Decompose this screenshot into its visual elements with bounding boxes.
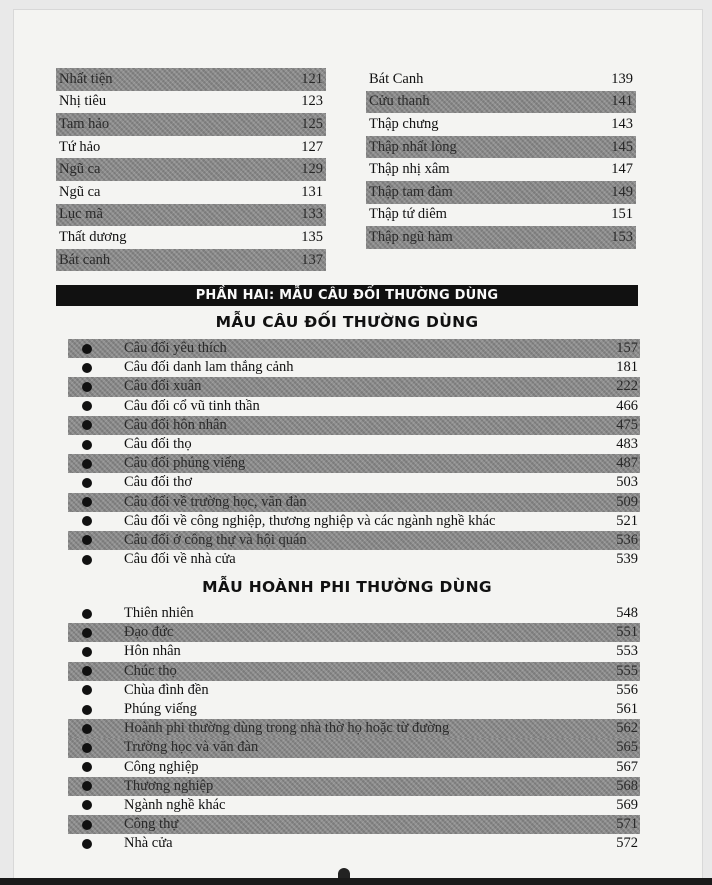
- list-item-page: 556: [616, 681, 638, 698]
- index-entry: [366, 113, 636, 136]
- index-entry: [56, 68, 326, 91]
- list-item: [68, 435, 640, 454]
- index-entry-page: 129: [301, 161, 323, 178]
- list-item-label: Ngành nghề khác: [124, 796, 226, 813]
- index-entry-label: Tứ hảo: [59, 138, 101, 155]
- page-bottom-edge: [0, 878, 712, 885]
- index-entry-page: 141: [611, 93, 633, 110]
- index-entry-page: 145: [611, 138, 633, 155]
- list-item-label: Câu đối ở công thự và hội quán: [124, 531, 307, 548]
- page-number-mark: [338, 868, 350, 878]
- bullet-icon: [82, 762, 92, 772]
- list-item-page: 466: [616, 397, 638, 414]
- index-entry-page: 125: [301, 115, 323, 132]
- list-item-label: Trường học và văn đàn: [124, 739, 259, 756]
- list-item: [68, 416, 640, 435]
- index-entry-page: 135: [301, 228, 323, 245]
- list-item-page: 539: [616, 551, 638, 568]
- list-item-page: 222: [616, 378, 638, 395]
- list-item-page: 571: [616, 816, 638, 833]
- list-item-label: Câu đối về nhà cửa: [124, 551, 236, 568]
- list-item: [68, 358, 640, 377]
- list-item-label: Thương nghiệp: [124, 777, 214, 794]
- index-entry-label: Cửu thanh: [369, 93, 430, 110]
- bullet-icon: [82, 497, 92, 507]
- index-entry: [56, 226, 326, 249]
- list-item-page: 509: [616, 493, 638, 510]
- index-entry-page: 133: [301, 206, 323, 223]
- list-item: [68, 339, 640, 358]
- bullet-icon: [82, 420, 92, 430]
- index-entry-label: Bát Canh: [369, 70, 424, 87]
- list-item-page: 561: [616, 701, 638, 718]
- bullet-icon: [82, 535, 92, 545]
- list-item-page: 555: [616, 662, 638, 679]
- list-item-label: Câu đối xuân: [124, 378, 202, 395]
- bullet-icon: [82, 724, 92, 734]
- list-item: [68, 493, 640, 512]
- list-item: [68, 681, 640, 700]
- list-item-label: Câu đối thọ: [124, 436, 192, 453]
- list-item: [68, 738, 640, 757]
- index-entry: [56, 91, 326, 114]
- index-entry-page: 137: [301, 251, 323, 268]
- list-item: [68, 473, 640, 492]
- list-item: [68, 531, 640, 550]
- bullet-icon: [82, 781, 92, 791]
- index-entry: [366, 136, 636, 159]
- index-entry-page: 153: [611, 228, 633, 245]
- part-banner: PHẦN HAI: MẪU CÂU ĐỐI THƯỜNG DÙNG: [56, 285, 638, 306]
- list-item-page: 487: [616, 455, 638, 472]
- section-list-cau-doi: [68, 339, 640, 569]
- list-item: [68, 834, 640, 853]
- list-item-label: Phúng viếng: [124, 701, 197, 718]
- bullet-icon: [82, 344, 92, 354]
- index-entry-page: 149: [611, 183, 633, 200]
- list-item-page: 569: [616, 796, 638, 813]
- list-item: [68, 512, 640, 531]
- list-item-label: Đạo đức: [124, 624, 174, 641]
- index-column-right: [366, 68, 636, 249]
- list-item-label: Hôn nhân: [124, 643, 181, 660]
- list-item-label: Câu đối thơ: [124, 474, 193, 491]
- list-item-page: 475: [616, 416, 638, 433]
- list-item: [68, 397, 640, 416]
- list-item: [68, 700, 640, 719]
- list-item: [68, 604, 640, 623]
- bullet-icon: [82, 459, 92, 469]
- bullet-icon: [82, 820, 92, 830]
- section-list-hoanh-phi: [68, 604, 640, 853]
- bullet-icon: [82, 800, 92, 810]
- list-item-label: Chúc thọ: [124, 662, 177, 679]
- index-entry: [56, 136, 326, 159]
- list-item: [68, 662, 640, 681]
- list-item-page: 521: [616, 512, 638, 529]
- index-entry: [56, 249, 326, 272]
- bullet-icon: [82, 839, 92, 849]
- bullet-icon: [82, 647, 92, 657]
- index-entry: [366, 91, 636, 114]
- index-entry-label: Thập chưng: [369, 115, 439, 132]
- list-item-page: 536: [616, 531, 638, 548]
- list-item: [68, 642, 640, 661]
- list-item-label: Câu đối về công nghiệp, thương nghiệp và các ngành nghề khác: [124, 512, 496, 529]
- index-entry-page: 147: [611, 161, 633, 178]
- index-entry-label: Lục mã: [59, 206, 103, 223]
- index-entry-label: Thập nhị xâm: [369, 161, 450, 178]
- index-column-left: [56, 68, 326, 271]
- list-item: [68, 777, 640, 796]
- bullet-icon: [82, 705, 92, 715]
- bullet-icon: [82, 363, 92, 373]
- list-item-label: Câu đối hôn nhân: [124, 416, 227, 433]
- index-entry: [56, 181, 326, 204]
- index-entry-page: 121: [301, 70, 323, 87]
- list-item-page: 568: [616, 777, 638, 794]
- list-item-label: Câu đối cổ vũ tinh thần: [124, 397, 260, 414]
- index-entry-page: 139: [611, 70, 633, 87]
- index-entry: [366, 204, 636, 227]
- index-entry-page: 123: [301, 93, 323, 110]
- list-item-page: 562: [616, 720, 638, 737]
- bullet-icon: [82, 743, 92, 753]
- section-title-cau-doi: MẪU CÂU ĐỐI THƯỜNG DÙNG: [215, 313, 479, 331]
- list-item-page: 553: [616, 643, 638, 660]
- index-entry-page: 143: [611, 115, 633, 132]
- list-item-page: 181: [616, 359, 638, 376]
- bullet-icon: [82, 685, 92, 695]
- index-entry: [366, 68, 636, 91]
- list-item-label: Câu đối về trường học, văn đàn: [124, 493, 307, 510]
- list-item: [68, 623, 640, 642]
- list-item-page: 565: [616, 739, 638, 756]
- index-entry-label: Thất dương: [59, 228, 127, 245]
- index-entry-label: Thập tam đàm: [369, 183, 453, 200]
- bullet-icon: [82, 440, 92, 450]
- list-item-page: 572: [616, 835, 638, 852]
- bullet-icon: [82, 609, 92, 619]
- list-item-label: Công nghiệp: [124, 758, 199, 775]
- list-item: [68, 719, 640, 738]
- bullet-icon: [82, 516, 92, 526]
- index-entry-label: Thập tứ diêm: [369, 206, 447, 223]
- list-item: [68, 815, 640, 834]
- index-entry-label: Ngũ ca: [59, 161, 101, 178]
- bullet-icon: [82, 478, 92, 488]
- list-item: [68, 758, 640, 777]
- index-entry-page: 127: [301, 138, 323, 155]
- bullet-icon: [82, 628, 92, 638]
- index-entry: [366, 181, 636, 204]
- list-item-page: 503: [616, 474, 638, 491]
- list-item-page: 483: [616, 436, 638, 453]
- list-item-page: 548: [616, 605, 638, 622]
- index-entry-label: Tam hảo: [59, 115, 110, 132]
- bullet-icon: [82, 666, 92, 676]
- index-entry-label: Bát canh: [59, 251, 111, 268]
- list-item-label: Thiên nhiên: [124, 605, 194, 622]
- bullet-icon: [82, 382, 92, 392]
- index-entry: [56, 158, 326, 181]
- list-item-page: 551: [616, 624, 638, 641]
- index-entry-page: 151: [611, 206, 633, 223]
- index-entry-page: 131: [301, 183, 323, 200]
- index-entry: [56, 204, 326, 227]
- list-item-page: 567: [616, 758, 638, 775]
- list-item-label: Câu đối yêu thích: [124, 340, 227, 357]
- list-item-label: Câu đối phúng viếng: [124, 455, 246, 472]
- index-entry: [366, 226, 636, 249]
- list-item-label: Công thự: [124, 816, 179, 833]
- list-item: [68, 377, 640, 396]
- list-item-label: Nhà cửa: [124, 835, 173, 852]
- index-entry-label: Thập nhất lòng: [369, 138, 457, 155]
- index-entry-label: Nhị tiêu: [59, 93, 107, 110]
- index-entry: [56, 113, 326, 136]
- section-title-hoanh-phi: MẪU HOÀNH PHI THƯỜNG DÙNG: [202, 578, 492, 596]
- index-entry-label: Ngũ ca: [59, 183, 101, 200]
- list-item-label: Chùa đình đền: [124, 681, 209, 698]
- list-item: [68, 454, 640, 473]
- bullet-icon: [82, 401, 92, 411]
- list-item-page: 157: [616, 340, 638, 357]
- list-item-label: Câu đối danh lam thắng cảnh: [124, 359, 294, 376]
- index-entry: [366, 158, 636, 181]
- list-item-label: Hoành phi thường dùng trong nhà thờ họ hoặc từ đường: [124, 720, 450, 737]
- index-entry-label: Thập ngũ hàm: [369, 228, 453, 245]
- bullet-icon: [82, 555, 92, 565]
- list-item: [68, 796, 640, 815]
- index-entry-label: Nhất tiện: [59, 70, 113, 87]
- list-item: [68, 550, 640, 569]
